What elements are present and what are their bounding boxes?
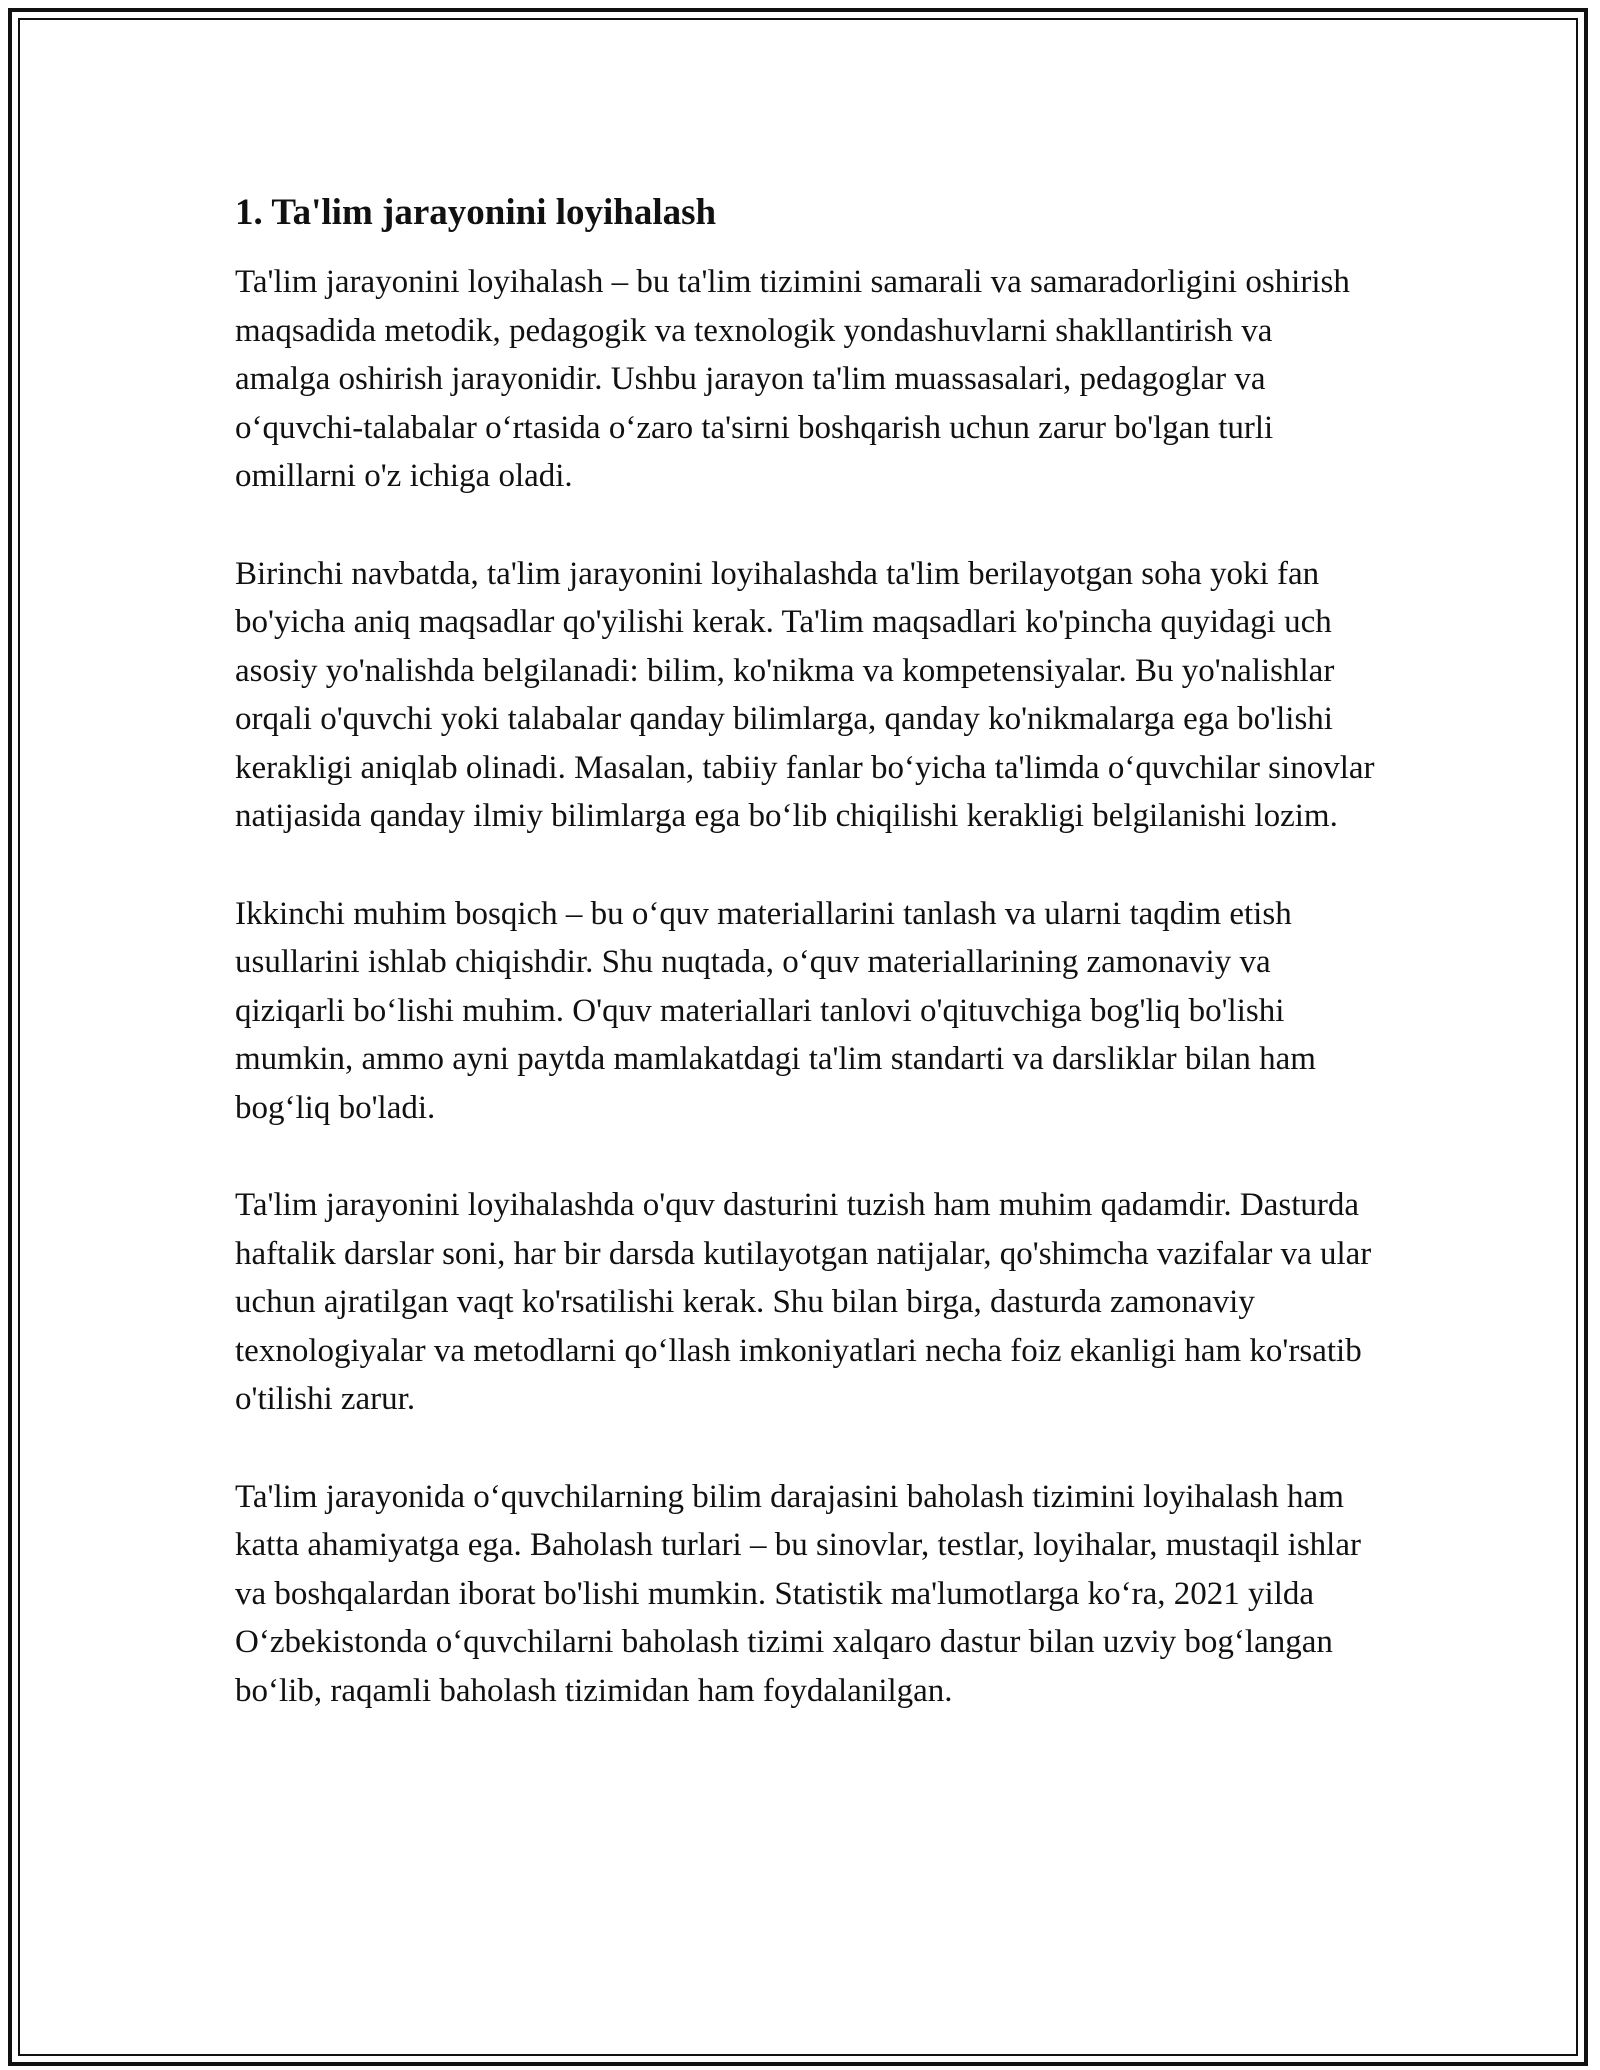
paragraph-assessment: Ta'lim jarayonida o‘quvchilarning bilim darajasini baholash tizimini loyihalash ham katta ahamiyatga ega. Baholash turlari – bu sinovlar, testlar, loyihalar, mustaqil ishlar va boshqalardan iborat bo'lishi mumkin. Statistik ma'lumotlarga ko‘ra, 2021 yilda O‘zbekistonda o‘quvchilarni baholash tizimi xalqaro dastur bilan uzviy bog‘langan bo‘lib, raqamli baholash tizimidan ham foydalanilgan. [235,1478,1361,1709]
paragraph-materials: Ikkinchi muhim bosqich – bu o‘quv materiallarini tanlash va ularni taqdim etish usullarini ishlab chiqishdir. Shu nuqtada, o‘quv materiallarining zamonaviy va qiziqarli bo‘lishi muhim. O'quv materiallari tanlovi o'qituvchiga bog'liq bo'lishi mumkin, ammo ayni paytda mamlakatdagi ta'lim standarti va darsliklar bilan ham bog‘liq bo'ladi. [235,895,1316,1126]
section-heading: 1. Ta'lim jarayonini loyihalash [235,192,717,233]
paragraph-intro: Ta'lim jarayonini loyihalash – bu ta'lim tizimini samarali va samaradorligini oshirish maqsadida metodik, pedagogik va texnologik yondashuvlarni shakllantirish va amalga oshirish jarayonidir. Ushbu jarayon ta'lim muassasalari, pedagoglar va o‘quvchi-talabalar o‘rtasida o‘zaro ta'sirni boshqarish uchun zarur bo'lgan turli omillarni o'z ichiga oladi. [235,264,1350,494]
paragraph-goals: Birinchi navbatda, ta'lim jarayonini loyihalashda ta'lim berilayotgan soha yoki fan bo'yicha aniq maqsadlar qo'yilishi kerak. Ta'lim maqsadlari ko'pincha quyidagi uch asosiy yo'nalishda belgilanadi: bilim, ko'nikma va kompetensiyalar. Bu yo'nalishlar orqali o'quvchi yoki talabalar qanday bilimlarga, qanday ko'nikmalarga ega bo'lishi kerakligi aniqlab olinadi. Masalan, tabiiy fanlar bo‘yicha ta'limda o‘quvchilar sinovlar natijasida qanday ilmiy bilimlarga ega bo‘lib chiqilishi kerakligi belgilanishi lozim. [235,555,1375,834]
paragraph-curriculum: Ta'lim jarayonini loyihalashda o'quv dasturini tuzish ham muhim qadamdir. Dasturda haftalik darslar soni, har bir darsda kutilayotgan natijalar, qo'shimcha vazifalar va ular uchun ajratilgan vaqt ko'rsatilishi kerak. Shu bilan birga, dasturda zamonaviy texnologiyalar va metodlarni qo‘llash imkoniyatlari necha foiz ekanligi ham ko'rsatib o'tilishi zarur. [235,1187,1372,1417]
document-body [235,188,1375,1764]
